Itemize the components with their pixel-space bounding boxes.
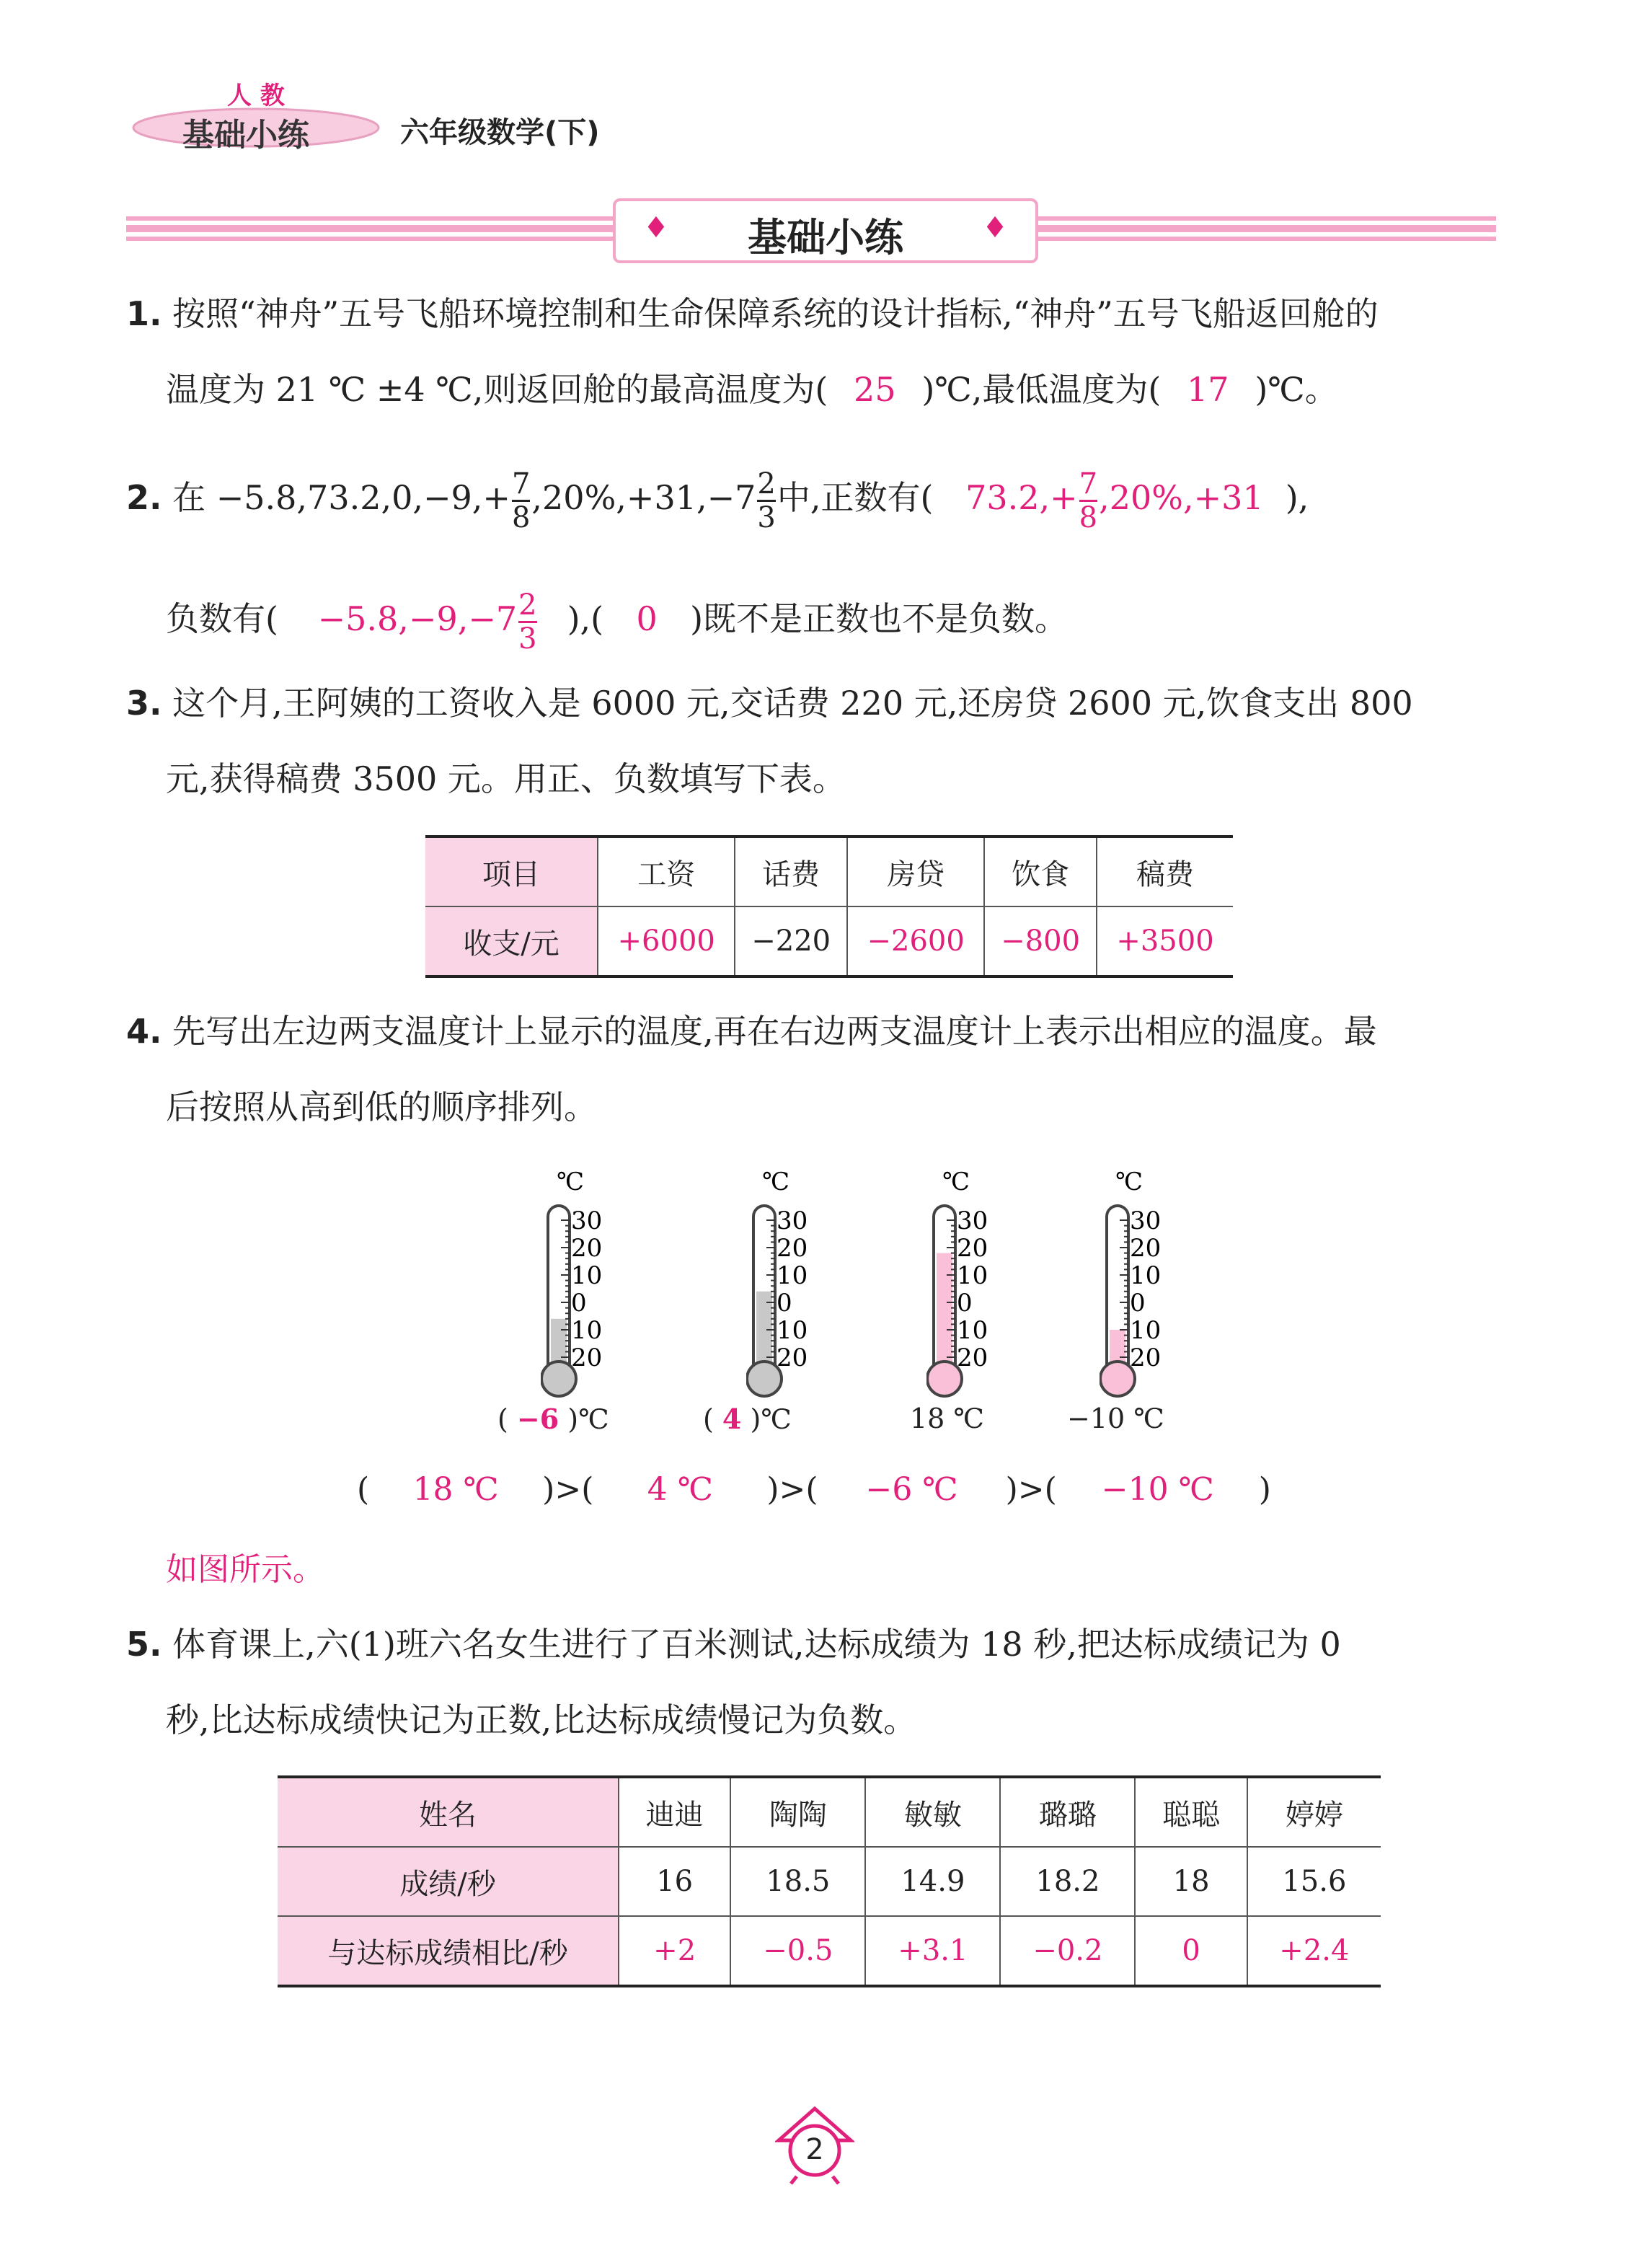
q1-line2 [166,368,1338,411]
table-cell: 15.6 [1247,1847,1381,1916]
table-row [425,906,1233,976]
unit-label: ℃ [557,1168,585,1196]
header-book-title: 六年级数学(下) [400,116,600,149]
table-header-cell: 稿费 [1097,837,1233,906]
q4-order: ( 18 ℃ )>( 4 ℃ )>( −6 ℃ )>( −10 ℃ ) [357,1471,1271,1508]
order-answer: 4 ℃ [647,1471,713,1508]
q2-close1: ), [1285,478,1309,517]
unit-label: ℃ [1115,1168,1143,1196]
table-cell: 18.5 [730,1847,865,1916]
scale-label: 30 [777,1206,808,1235]
scale-label: 10 [957,1261,988,1290]
scale-label: 0 [957,1289,973,1318]
thermometer [1100,1168,1200,1399]
table-header-cell: 项目 [425,837,598,906]
table-cell: −2600 [847,906,984,976]
table-header-cell: 饮食 [984,837,1097,906]
q1-text2a: 温度为 21 ℃ ±4 ℃,则返回舱的最高温度为( [166,370,828,409]
section-title: 基础小练 [748,215,903,260]
scale-label: 0 [571,1289,587,1318]
q3-line2 [166,757,846,800]
q2-text-post: 中,正数有( [777,478,934,517]
q1-text2b: )℃,最低温度为( [921,370,1162,409]
q2-close2: ),( [567,599,604,638]
fraction: $\frac{2}{3}$ [757,467,776,534]
q4-text2: 后按照从高到低的顺序排列。 [166,1087,597,1126]
thermometer-liquid [937,1253,952,1377]
q1-text2c: )℃。 [1255,370,1338,409]
table-header-cell: 工资 [598,837,735,906]
order-answer: −6 ℃ [865,1471,958,1508]
table-header-cell: 姓名 [278,1777,619,1847]
table-cell: 18.2 [1000,1847,1135,1916]
table-cell: +3.1 [865,1916,1000,1986]
scale-label: 10 [571,1261,603,1290]
q4-line1 [126,1010,1377,1053]
q2-answer-negative: −5.8,−9,−7 $\frac{2}{3}$ [317,588,537,656]
table-cell: +2 [619,1916,730,1986]
thermometer-label: −10 ℃ [1067,1403,1164,1434]
q5-line1 [126,1623,1341,1666]
q2-tail: )既不是正数也不是负数。 [690,599,1069,638]
scale-label: 30 [957,1206,988,1235]
header-series: 基础小练 [182,117,309,154]
scale-label: 10 [777,1316,808,1345]
table-header-cell: 与达标成绩相比/秒 [278,1916,619,1986]
scale-label: 20 [777,1343,808,1372]
table-cell: 婷婷 [1247,1777,1381,1847]
q4-line2 [166,1085,597,1129]
order-answer: 18 ℃ [412,1471,499,1508]
header-logo [126,76,386,155]
table-cell: 陶陶 [730,1777,865,1847]
table-cell: 迪迪 [619,1777,730,1847]
scale-label: 20 [571,1234,603,1263]
q4-text1: 先写出左边两支温度计上显示的温度,再在右边两支温度计上表示出相应的温度。最 [172,1012,1377,1051]
q2-text-pre: 在 −5.8,73.2,0,−9,+ [172,478,510,517]
scale-label: 20 [957,1234,988,1263]
table-row-label: 收支/元 [425,906,598,976]
table-cell: −800 [984,906,1097,976]
thermometer [926,1168,1027,1399]
q5-line2 [166,1698,916,1742]
table-cell: 0 [1135,1916,1247,1986]
page-number-badge [775,2106,854,2185]
thermometer-label: ( 4 )℃ [703,1403,792,1435]
q2-neg-label: 负数有( [166,599,278,638]
table-row [425,837,1233,906]
q1-line1 [126,292,1379,335]
table-header-cell: 房贷 [847,837,984,906]
scale-label: 30 [571,1206,603,1235]
q3-number: 3. [126,684,162,723]
table-cell: +6000 [598,906,735,976]
q1-number: 1. [126,294,162,333]
q1-text1: 按照“神舟”五号飞船环境控制和生命保障系统的设计指标,“神舟”五号飞船返回舱的 [172,294,1379,333]
run-table [278,1775,1381,1987]
q2-answer-positive: 73.2,+ $\frac{7}{8}$ ,20%,+31 [965,467,1264,534]
table-cell: 14.9 [865,1847,1000,1916]
thermometer [541,1168,642,1399]
diamond-icon: ♦ [982,211,1008,244]
table-cell: −0.5 [730,1916,865,1986]
scale-label: 0 [777,1289,792,1318]
page-number: 2 [805,2133,824,2166]
q3-line1 [126,681,1413,725]
table-cell: +2.4 [1247,1916,1381,1986]
table-cell: +3500 [1097,906,1233,976]
thermometer-label: 18 ℃ [910,1403,984,1434]
q2-number: 2. [126,478,162,517]
table-cell: 18 [1135,1847,1247,1916]
table-cell: −0.2 [1000,1916,1135,1986]
q2-text-mid: ,20%,+31,−7 [531,478,756,517]
table-row [278,1916,1381,1986]
q5-number: 5. [126,1625,162,1664]
header-edition: 人 教 [227,81,285,110]
scale-label: 10 [957,1316,988,1345]
unit-label: ℃ [762,1168,790,1196]
table-header-cell: 话费 [735,837,847,906]
q5-text1: 体育课上,六(1)班六名女生进行了百米测试,达标成绩为 18 秒,把达标成绩记为 0 [172,1625,1341,1664]
q4-note: 如图所示。 [166,1551,324,1588]
scale-label: 10 [1130,1261,1162,1290]
q3-text1: 这个月,王阿姨的工资收入是 6000 元,交话费 220 元,还房贷 2600 元,饮食支出 800 [172,684,1413,723]
table-header-cell: 成绩/秒 [278,1847,619,1916]
scale-label: 20 [777,1234,808,1263]
order-answer: −10 ℃ [1101,1471,1214,1508]
scale-label: 20 [571,1343,603,1372]
section-title-box [613,198,1038,263]
scale-label: 20 [1130,1234,1162,1263]
table-row [278,1777,1381,1847]
table-row [278,1847,1381,1916]
q1-answer-min: 17 [1187,370,1229,409]
thermometer-label: ( −6 )℃ [497,1403,609,1435]
q1-answer-max: 25 [854,370,896,409]
table-cell: 璐璐 [1000,1777,1135,1847]
fraction: $\frac{7}{8}$ [511,467,531,534]
table-cell: 16 [619,1847,730,1916]
table-cell: 敏敏 [865,1777,1000,1847]
q2-line2 [166,583,1068,655]
scale-label: 10 [571,1316,603,1345]
scale-label: 10 [1130,1316,1162,1345]
q4-number: 4. [126,1012,162,1051]
unit-label: ℃ [942,1168,970,1196]
scale-label: 20 [1130,1343,1162,1372]
income-table [425,835,1233,978]
diamond-icon: ♦ [643,211,669,244]
q2-answer-zero: 0 [636,599,658,638]
table-cell: 聪聪 [1135,1777,1247,1847]
q4-labels [0,1403,1628,1446]
scale-label: 20 [957,1343,988,1372]
scale-label: 30 [1130,1206,1162,1235]
q3-text2: 元,获得稿费 3500 元。用正、负数填写下表。 [166,759,846,798]
scale-label: 0 [1130,1289,1146,1318]
q5-text2: 秒,比达标成绩快记为正数,比达标成绩慢记为负数。 [166,1700,917,1739]
thermometer [746,1168,847,1399]
table-cell: −220 [735,906,847,976]
q2-line1 [126,462,1309,534]
scale-label: 10 [777,1261,808,1290]
